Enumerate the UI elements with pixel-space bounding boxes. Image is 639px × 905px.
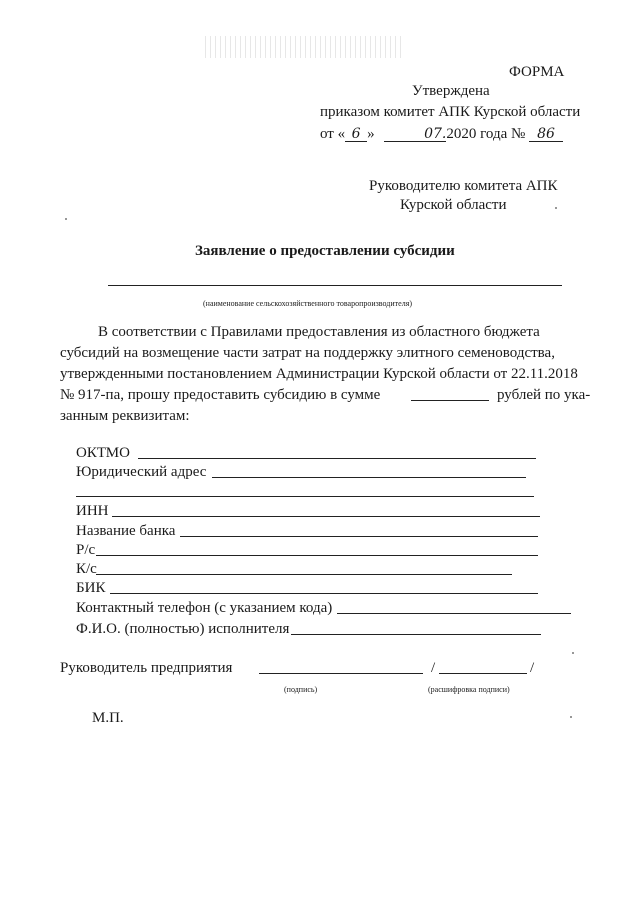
- date-mid: »: [367, 126, 375, 142]
- scan-speck: [570, 716, 572, 718]
- signature-caption: (подпись): [284, 685, 318, 694]
- inn-label: ИНН: [76, 503, 109, 519]
- approved-by-line: приказом комитет АПК Курской области: [320, 104, 581, 120]
- date-day: 6: [351, 126, 361, 142]
- date-year: 2020 года №: [446, 126, 526, 142]
- executor-label: Ф.И.О. (полностью) исполнителя: [76, 621, 290, 637]
- decoding-caption: (расшифровка подписи): [428, 685, 510, 694]
- scan-speck: [65, 218, 67, 220]
- bank-name-label: Название банка: [76, 523, 176, 539]
- ks-line: [96, 574, 512, 575]
- addressee-line-1: Руководителю комитета АПК: [369, 178, 558, 194]
- bank-name-line: [180, 536, 538, 537]
- body-line-2: субсидий на возмещение части затрат на поддержку элитного семеноводства,: [60, 345, 555, 361]
- rs-label: Р/с: [76, 542, 96, 558]
- document-title: Заявление о предоставлении субсидии: [195, 243, 455, 259]
- rs-line: [96, 555, 538, 556]
- executor-line: [291, 634, 541, 635]
- date-month: 07.: [424, 126, 447, 142]
- addressee-line-2: Курской области: [400, 197, 507, 213]
- date-prefix: от «: [320, 126, 346, 142]
- form-label: ФОРМА: [509, 64, 565, 80]
- decoding-line: [439, 673, 527, 674]
- scan-speck: [572, 652, 574, 654]
- producer-name-line: [108, 285, 562, 286]
- body-line-5: занным реквизитам:: [60, 408, 190, 424]
- signature-line: [259, 673, 423, 674]
- amount-line: [411, 400, 489, 401]
- slash-open: /: [431, 660, 436, 676]
- body-line-4b: рублей по ука-: [497, 387, 591, 403]
- stamp-label: М.П.: [92, 710, 124, 726]
- scan-speck: [555, 207, 557, 209]
- phone-label: Контактный телефон (с указанием кода): [76, 600, 333, 616]
- body-line-3: утвержденными постановлением Администрации Курской области от 22.11.2018: [60, 366, 578, 382]
- legal-address-line: [212, 477, 526, 478]
- oktmo-label: ОКТМО: [76, 445, 130, 461]
- approved-label: Утверждена: [412, 83, 490, 99]
- ks-label: К/с: [76, 561, 97, 577]
- bik-line: [110, 593, 538, 594]
- inn-line: [112, 516, 540, 517]
- bik-label: БИК: [76, 580, 106, 596]
- slash-close: /: [530, 660, 535, 676]
- legal-address-label: Юридический адрес: [76, 464, 207, 480]
- body-line-4a: № 917-па, прошу предоставить субсидию в сумме: [60, 387, 381, 403]
- phone-line: [337, 613, 571, 614]
- order-number: 86: [537, 126, 555, 142]
- oktmo-line: [138, 458, 536, 459]
- scan-noise: [205, 36, 405, 58]
- body-line-1: В соответствии с Правилами предоставления из областного бюджета: [98, 324, 540, 340]
- legal-address-line-2: [76, 496, 534, 497]
- producer-caption: (наименование сельскохозяйственного товаропроизводителя): [203, 299, 413, 308]
- head-label: Руководитель предприятия: [60, 660, 233, 676]
- order-date-line: [320, 125, 563, 143]
